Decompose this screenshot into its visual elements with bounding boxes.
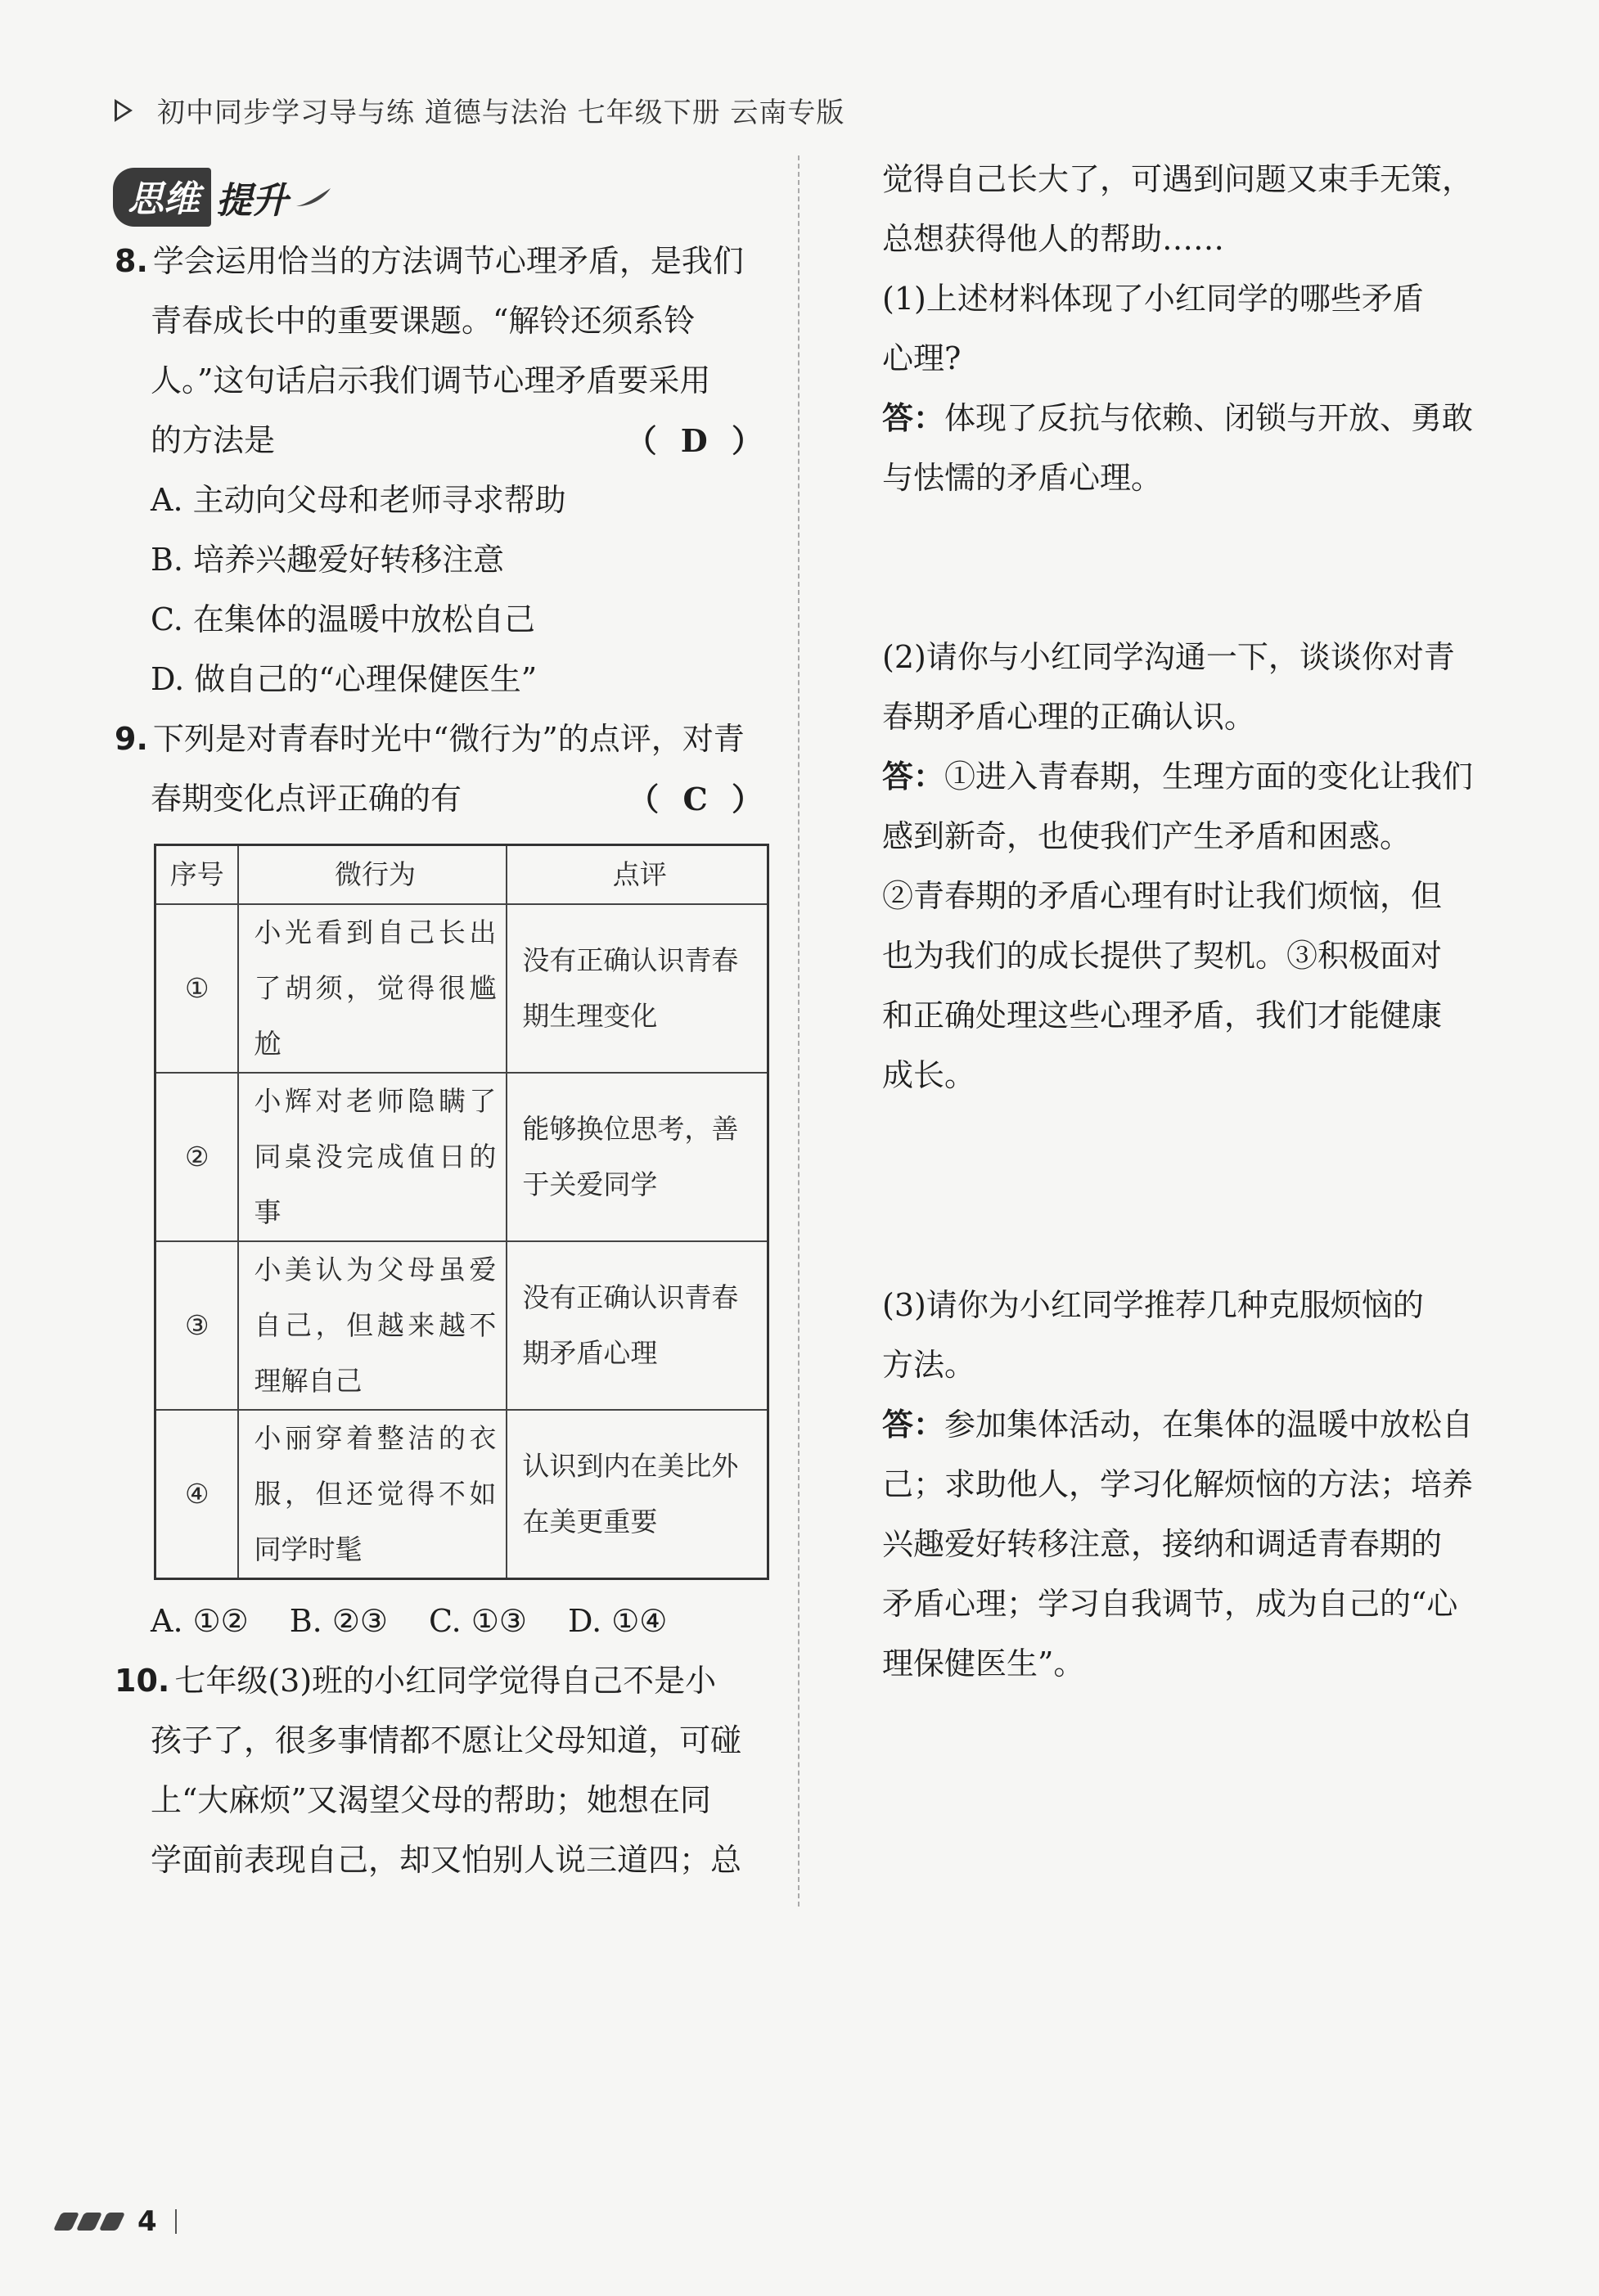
- table-row: [155, 1073, 768, 1241]
- question-number: 9.: [115, 721, 148, 757]
- table-cell-index: ②: [155, 1073, 239, 1241]
- table-cell-comment: 能够换位思考，善于关爱同学: [507, 1073, 768, 1241]
- table-cell-behavior: 小美认为父母虽爱自己，但越来越不理解自己: [238, 1241, 507, 1410]
- table-header-cell: 序号: [155, 845, 239, 905]
- sub-question-1: [882, 269, 1488, 508]
- page-footer: [57, 2205, 177, 2238]
- question-9: [115, 709, 769, 1651]
- table-cell-comment: 认识到内在美比外在美更重要: [507, 1410, 768, 1579]
- sub-question-3: [882, 1276, 1488, 1694]
- table-cell-comment: 没有正确认识青春期矛盾心理: [507, 1241, 768, 1410]
- table-cell-behavior: 小丽穿着整洁的衣服，但还觉得不如同学时髦: [238, 1410, 507, 1579]
- option-c: C. ①③: [428, 1603, 527, 1639]
- option-c: C. 在集体的温暖中放松自己: [151, 601, 535, 637]
- option-a: A. ①②: [151, 1603, 249, 1639]
- table-cell-behavior: 小光看到自己长出了胡须，觉得很尴尬: [238, 904, 507, 1073]
- table-row: [155, 904, 768, 1073]
- table-cell-behavior: 小辉对老师隐瞒了同桌没完成值日的事: [238, 1073, 507, 1241]
- question-8: [115, 232, 769, 709]
- question-number: 10.: [115, 1663, 170, 1699]
- option-a: A. 主动向父母和老师寻求帮助: [151, 482, 566, 518]
- answer-line: 参加集体活动，在集体的温暖中放松自: [944, 1407, 1474, 1443]
- table-cell-index: ③: [155, 1241, 239, 1410]
- answer-line: ②青春期的矛盾心理有时让我们烦恼，但: [882, 878, 1443, 914]
- leaf-icon: [295, 185, 332, 209]
- question-line: 孩子了，很多事情都不愿让父母知道，可碰: [151, 1722, 742, 1758]
- question-line: 学会运用恰当的方法调节心理矛盾，是我们: [152, 243, 744, 279]
- answer-line: 体现了反抗与依赖、闭锁与开放、勇敢: [944, 400, 1474, 436]
- footer-divider: [175, 2209, 177, 2234]
- play-triangle-icon: [115, 99, 133, 122]
- left-column: [115, 232, 769, 1890]
- section-title-rest: 提升: [216, 180, 288, 222]
- option-d: D. 做自己的“心理保健医生”: [151, 661, 538, 697]
- sub-question-line: (2)请你与小红同学沟通一下，谈谈你对青: [882, 639, 1455, 675]
- table-cell-index: ④: [155, 1410, 239, 1579]
- sub-question-line: 春期矛盾心理的正确认识。: [882, 699, 1256, 735]
- stripes-icon: [57, 2213, 121, 2231]
- question-10-continued: [882, 150, 1488, 269]
- answer-label: 答：: [882, 1407, 945, 1443]
- question-line: 七年级(3)班的小红同学觉得自己不是小: [174, 1663, 717, 1699]
- answer-choice: （ D ）: [625, 422, 769, 459]
- question-line: 青春成长中的重要课题。“解铃还须系铃: [151, 303, 696, 339]
- table-row: [155, 1410, 768, 1579]
- option-d: D. ①④: [567, 1603, 668, 1639]
- answer-line: 和正确处理这些心理矛盾，我们才能健康: [882, 997, 1443, 1033]
- answer-line: 兴趣爱好转移注意，接纳和调适青春期的: [882, 1526, 1443, 1562]
- sub-question-line: (1)上述材料体现了小红同学的哪些矛盾: [882, 281, 1424, 317]
- blank-space: [882, 508, 1488, 628]
- sub-question-line: 方法。: [882, 1347, 976, 1383]
- table-header-cell: 微行为: [238, 845, 507, 905]
- answer-line: 成长。: [882, 1057, 976, 1093]
- running-header: [115, 90, 845, 130]
- answer-choice: （ C ）: [628, 781, 769, 817]
- question-10: [115, 1651, 769, 1890]
- options-row: [115, 1591, 769, 1651]
- answer-label: 答：: [882, 759, 945, 795]
- question-line: 人。”这句话启示我们调节心理矛盾要采用: [151, 362, 711, 398]
- header-text: 初中同步学习导与练 道德与法治 七年级下册 云南专版: [157, 97, 845, 129]
- question-number: 8.: [115, 243, 148, 279]
- column-divider: [798, 155, 800, 1907]
- table-cell-index: ①: [155, 904, 239, 1073]
- table-cell-comment: 没有正确认识青春期生理变化: [507, 904, 768, 1073]
- question-line: 春期变化点评正确的有: [151, 781, 462, 817]
- question-line: 上“大麻烦”又渴望父母的帮助；她想在同: [151, 1782, 711, 1818]
- answer-line: 与怯懦的矛盾心理。: [882, 460, 1163, 496]
- answer-line: 矛盾心理；学习自我调节，成为自己的“心: [882, 1586, 1458, 1622]
- table-header-cell: 点评: [507, 845, 768, 905]
- sub-question-2: [882, 628, 1488, 1105]
- section-title: [113, 168, 332, 227]
- section-title-pill: 思维: [113, 168, 211, 227]
- evaluation-table: [154, 844, 769, 1580]
- question-line: 觉得自己长大了，可遇到问题又束手无策，: [882, 161, 1474, 197]
- blank-space: [882, 1105, 1488, 1276]
- table-header-row: [155, 845, 768, 905]
- sub-question-line: (3)请你为小红同学推荐几种克服烦恼的: [882, 1287, 1424, 1323]
- table-row: [155, 1241, 768, 1410]
- answer-line: 己；求助他人，学习化解烦恼的方法；培养: [882, 1466, 1474, 1502]
- sub-question-line: 心理?: [882, 340, 962, 376]
- question-line: 的方法是: [151, 422, 276, 458]
- question-line: 总想获得他人的帮助……: [882, 221, 1225, 257]
- answer-label: 答：: [882, 400, 945, 436]
- answer-line: 感到新奇，也使我们产生矛盾和困惑。: [882, 818, 1412, 854]
- question-line: 下列是对青春时光中“微行为”的点评，对青: [152, 721, 745, 757]
- answer-line: 理保健医生”。: [882, 1645, 1085, 1681]
- question-line: 学面前表现自己，却又怕别人说三道四；总: [151, 1842, 742, 1878]
- right-column: [882, 150, 1488, 1694]
- option-b: B. ②③: [289, 1603, 388, 1639]
- option-b: B. 培养兴趣爱好转移注意: [151, 542, 505, 578]
- page-number: 4: [137, 2205, 157, 2238]
- answer-line: 也为我们的成长提供了契机。③积极面对: [882, 938, 1443, 974]
- answer-line: ①进入青春期，生理方面的变化让我们: [944, 759, 1474, 795]
